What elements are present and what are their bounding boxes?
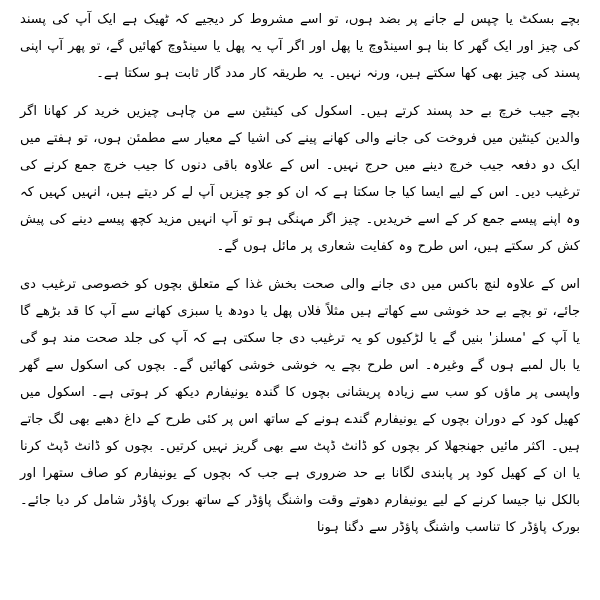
paragraph-pocket-money: بچے جیب خرچ بے حد پسند کرتے ہیں۔ اسکول کی کینٹین سے من چاہی چیزیں خرید کر کھانا اگر والدین کینٹین میں فروخت کی جانے والی کھانے پینے کی اشیا کے معیار سے مطمئن ہوں، تو ہفتے میں ایک دو دفعہ جیب خرچ دینے میں حرج نہیں۔ اس کے علاوہ باقی دنوں کا جیب خرچ جمع کرنے کی ترغیب دیں۔ اس کے لیے ایسا کیا جا سکتا ہے کہ ان کو جو چیزیں آپ لے کر دیتے ہیں، انہیں کہیں کہ وہ اپنے پیسے جمع کر کے اسے خریدیں۔ چیز اگر مہنگی ہو تو آپ انہیں مزید کچھ پیسے دینے کی پیش کش کر سکتے ہیں، اس طرح وہ کفایت شعاری پر مائل ہوں گے۔ [20, 104, 580, 254]
paragraph-healthy-food-uniform: اس کے علاوہ لنچ باکس میں دی جانے والی صحت بخش غذا کے متعلق بچوں کو خصوصی ترغیب دی جائے، تو بچے بے حد خوشی سے کھاتے ہیں مثلاً فلاں پھل یا دودھ یا سبزی کھانے سے آپ کا قد بڑھے گا یا آپ کے 'مسلز' بنیں گے یا لڑکیوں کو یہ ترغیب دی جا سکتی ہے کہ آپ کی جلد صحت مند ہو گی یا بال لمبے ہوں گے وغیرہ۔ اس طرح بچے یہ خوشی خوشی کھائیں گے۔ بچوں کی اسکول سے گھر واپسی پر ماؤں کو سب سے زیادہ پریشانی بچوں کا گندہ یونیفارم دیکھ کر ہوتی ہے۔ اسکول میں کھیل کود کے دوران بچوں کے یونیفارم گندے ہونے کے ساتھ اس پر کئی طرح کے داغ دھبے بھی لگ جاتے ہیں۔ اکثر مائیں جھنجھلا کر بچوں کو ڈانٹ ڈپٹ سے بھی گریز نہیں کرتیں۔ بچوں کو ڈانٹ ڈپٹ کرنا یا ان کے کھیل کود پر پابندی لگانا بے حد ضروری ہے جب کہ بچوں کے یونیفارم کو صاف ستھرا اور بالکل نیا جیسا کرنے کے لیے یونیفارم دھوتے وقت واشنگ پاؤڈر کے ساتھ بورک پاؤڈر شامل کر دیا جائے۔ بورک پاؤڈر کا تناسب واشنگ پاؤڈر سے دگنا ہونا [20, 277, 580, 535]
paragraph-lunchbox-snacks: بچے بسکٹ یا چپس لے جانے پر بضد ہوں، تو اسے مشروط کر دیجیے کہ ٹھیک ہے ایک آپ کی پسند کی چیز اور ایک گھر کا بنا ہو اسینڈوچ یا پھل اور اگر آپ یہ پھل یا سینڈوچ کھائیں گے، تو پھر آپ اپنی پسند کی چیز بھی کھا سکتے ہیں، ورنہ نہیں۔ یہ طریقہ کار مدد گار ثابت ہو سکتا ہے۔ [20, 12, 580, 81]
